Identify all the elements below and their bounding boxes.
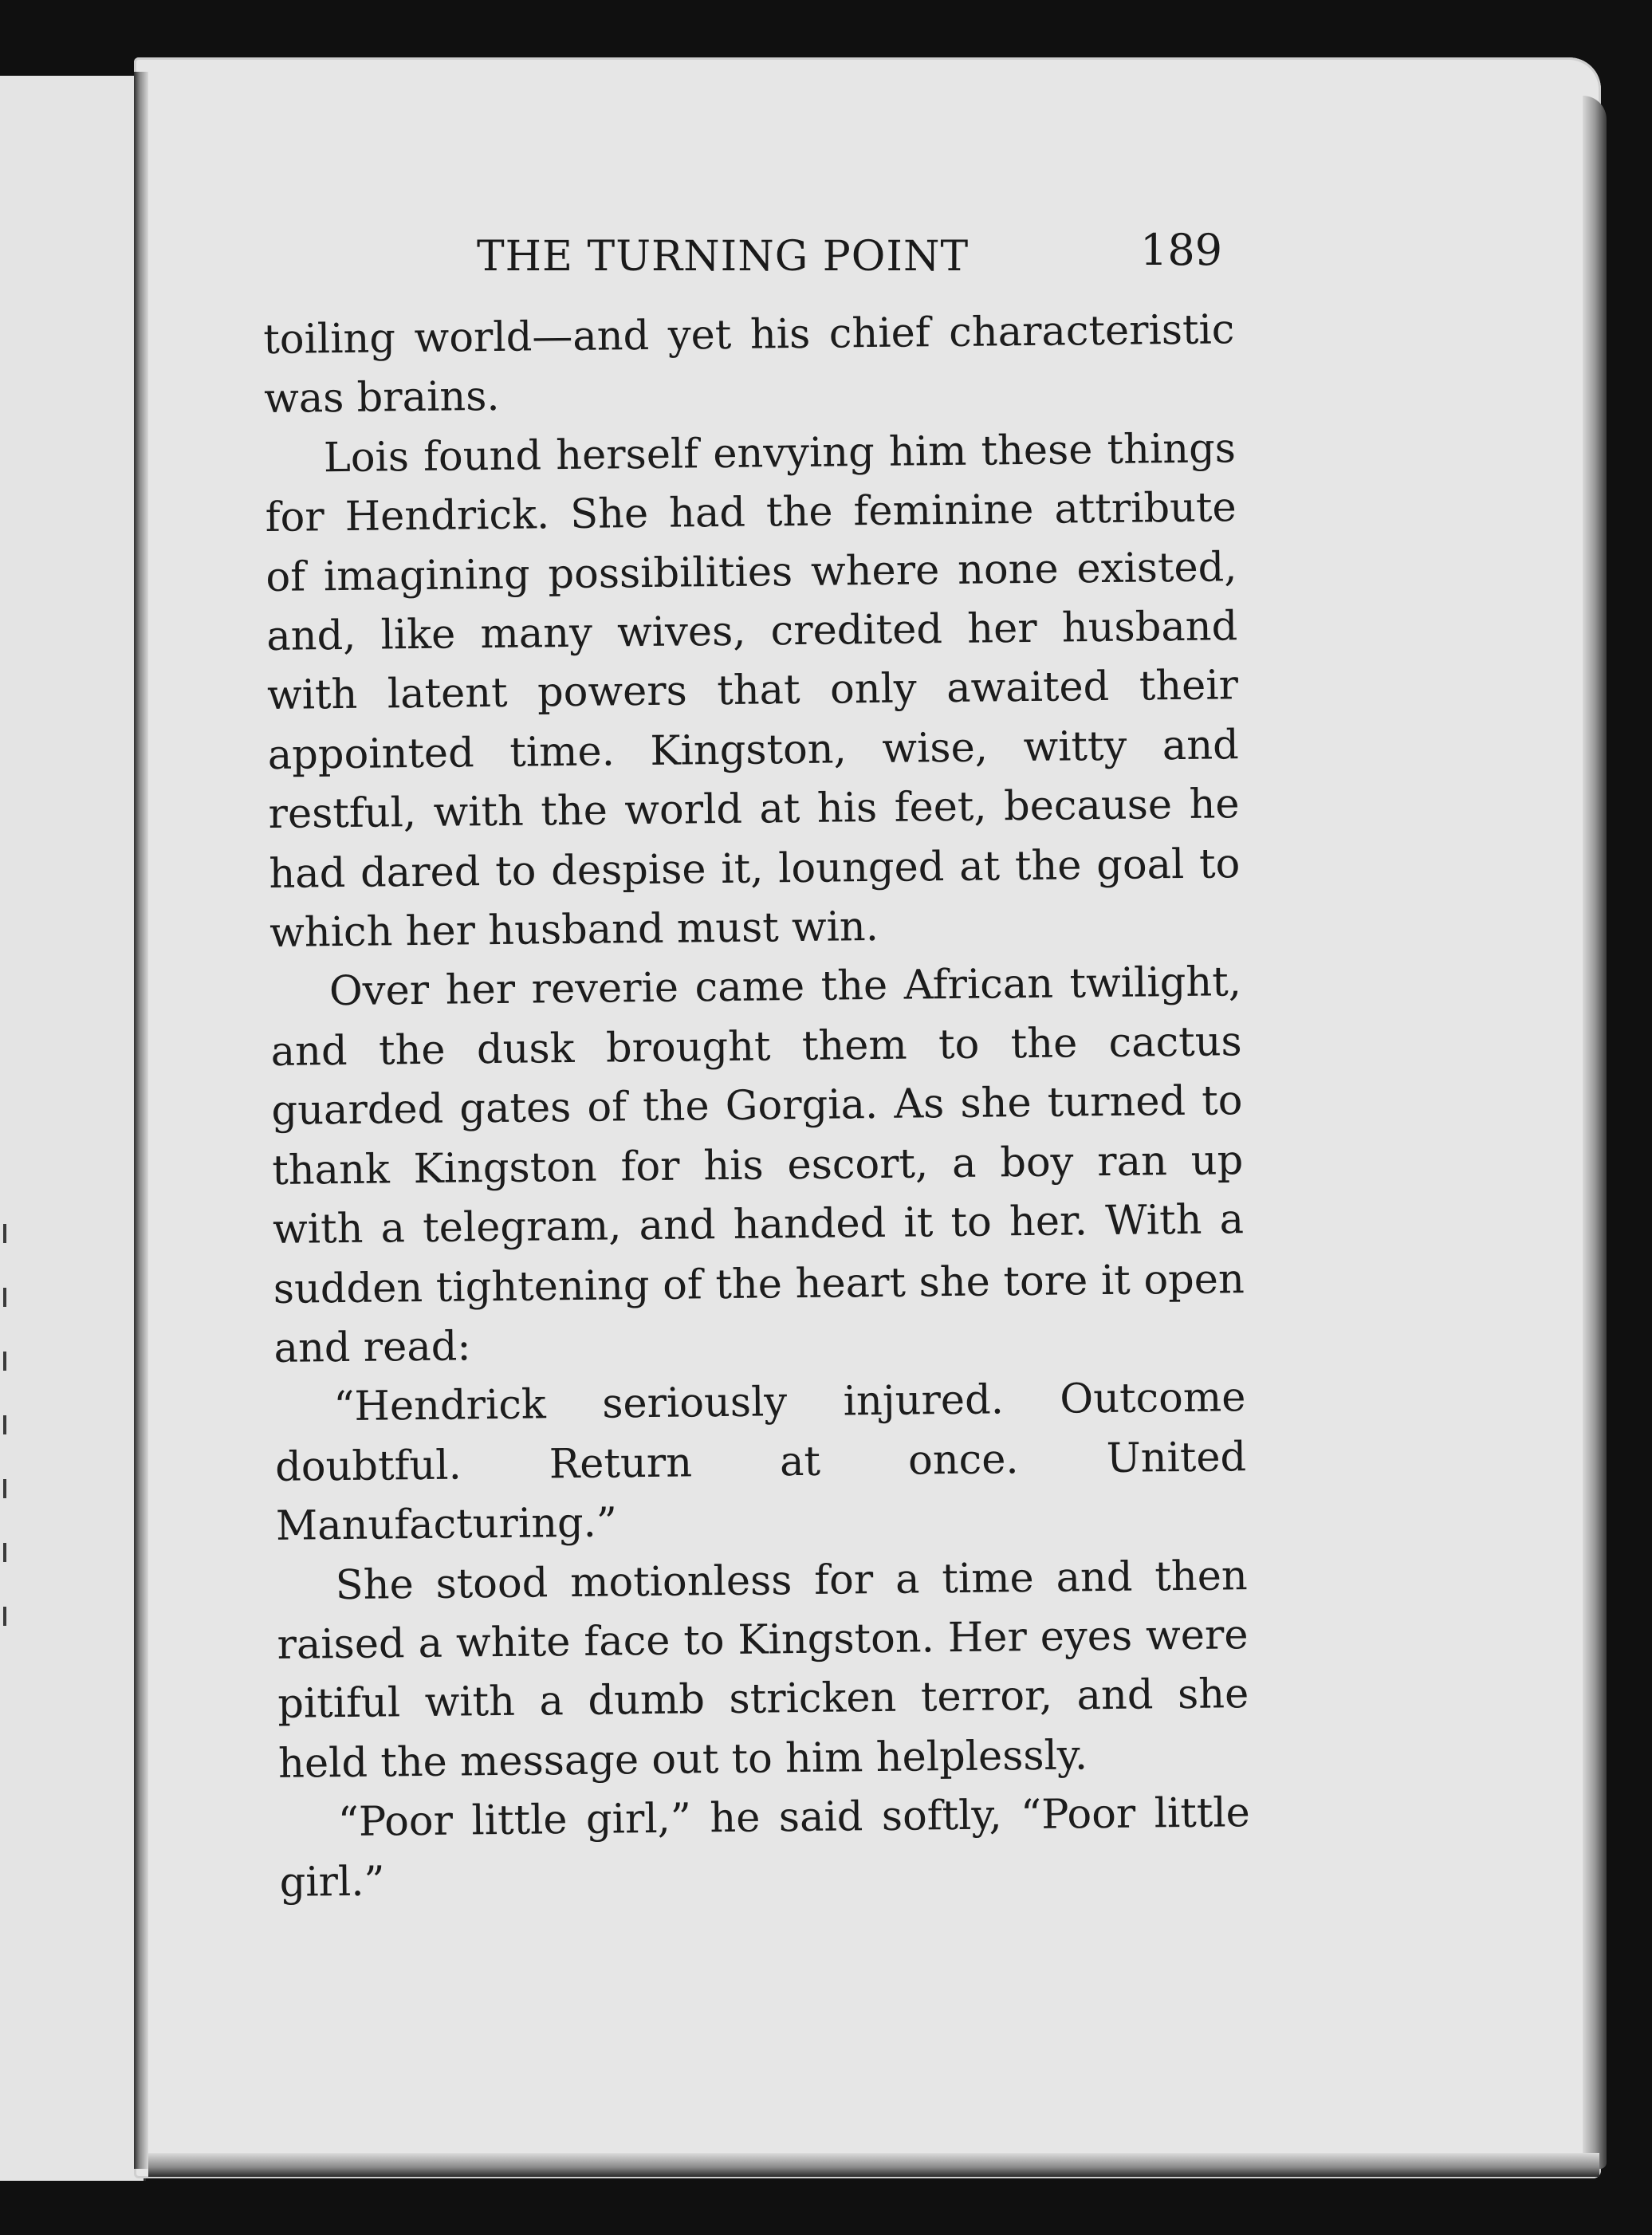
page-bottom-edge <box>148 2153 1599 2177</box>
page-number: 189 <box>1140 225 1223 275</box>
page-gutter-shadow <box>134 72 148 2169</box>
paragraph-5: She stood motionless for a time and then raised a white face to Kingston. Her eyes were pitiful with a dumb stricken terror, and she held the message out to him helplessly. <box>277 1552 1249 1788</box>
previous-page-print-marks <box>3 76 11 2181</box>
paragraph-3: Over her reverie came the African twilight, and the dusk brought them to the cactus guarded gates of the Gorgia. As she turned to thank Kingston for his escort, a boy ran up with a telegram, and handed it to her. With a sudden tightening of the heart she tore it open and read: <box>270 958 1245 1372</box>
previous-page-edge <box>0 76 146 2181</box>
running-title: THE TURNING POINT <box>477 233 970 281</box>
paragraph-6: “Poor little girl,” he said softly, “Poor little girl.” <box>279 1789 1251 1906</box>
page-header <box>477 225 1223 289</box>
page-right-edge <box>1583 96 1607 2169</box>
body-text <box>263 301 1251 1913</box>
paragraph-2: Lois found herself envying him these things for Hendrick. She had the feminine attribute of imagining possibilities where none existed, and, like many wives, credited her husband with latent powers that only awaited their appointed time. Kingston, wise, witty and restful, with the world at his feet, because he had dared to despise it, lounged at the goal to which her husband must win. <box>265 425 1241 958</box>
paragraph-telegram: “Hendrick seriously injured. Outcome doubtful. Return at once. United Manufacturing.” <box>274 1374 1247 1551</box>
paragraph-1: toiling world—and yet his chief characteristic was brains. <box>263 306 1235 423</box>
